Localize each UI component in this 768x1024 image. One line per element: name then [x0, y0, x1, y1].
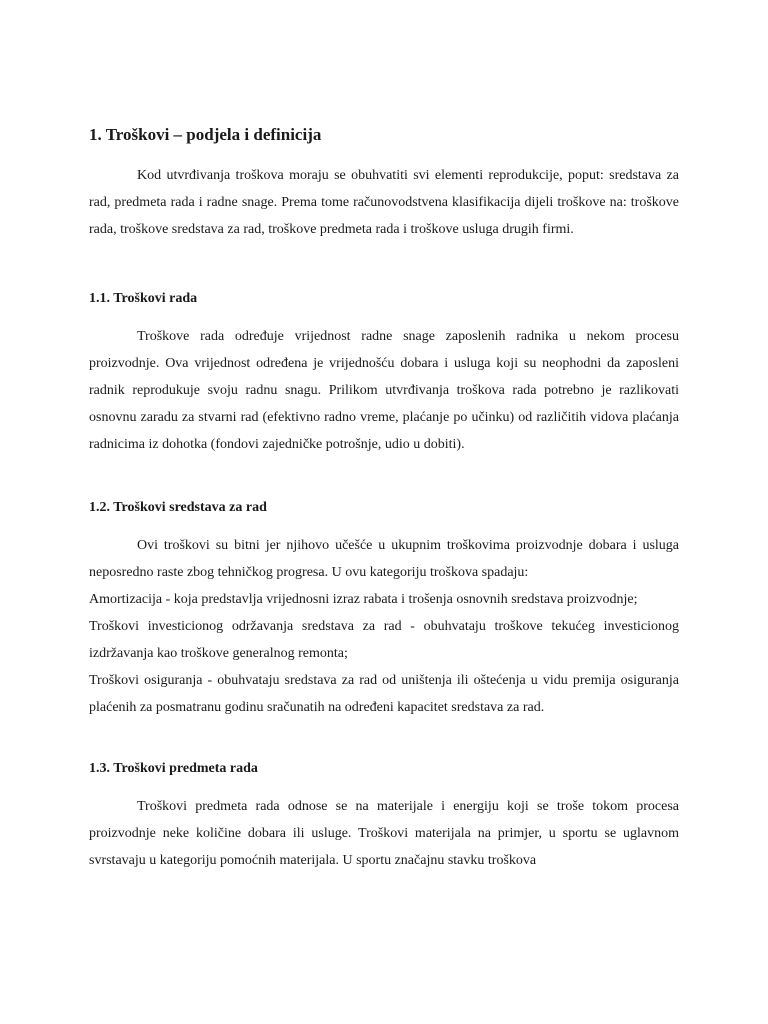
section-troskovi-sredstava: [89, 498, 679, 721]
section-paragraph: Troškove rada određuje vrijednost radne snage zaposlenih radnika u nekom procesu proizvodnje. Ova vrijednost određena je vrijednošću dobara i usluga koji su neophodni da zaposleni radnik reprodukuje svoju radnu snagu. Prilikom utvrđivanja troškova rada potrebno je razlikovati osnovnu zaradu za stvarni rad (efektivno radno vreme, plaćanje po učinku) od različitih vidova plaćanja radnicima iz dohotka (fondovi zajedničke potrošnje, udio u dobiti).: [89, 329, 679, 452]
intro-paragraph: Kod utvrđivanja troškova moraju se obuhvatiti svi elementi reprodukcije, poput: sredstava za rad, predmeta rada i radne snage. Prema tome računovodstvena klasifikacija dijeli troškove na: troškove rada, troškove sredstava za rad, troškove predmeta rada i troškove usluga drugih firmi.: [89, 168, 679, 237]
section-troskovi-rada: [89, 289, 679, 458]
list-paragraph-amortizacija: Amortizacija - koja predstavlja vrijednosni izraz rabata i trošenja osnovnih sredstava proizvodnje;: [89, 592, 638, 607]
section-paragraph: Ovi troškovi su bitni jer njihovo učešće u ukupnim troškovima proizvodnje dobara i usluga neposredno raste zbog tehničkog progresa. U ovu kategoriju troškova spadaju:: [89, 538, 679, 580]
section-main: [89, 124, 679, 243]
section-paragraph: Troškovi predmeta rada odnose se na materijale i energiju koji se troše tokom procesa proizvodnje neke količine dobara ili usluge. Troškovi materijala na primjer, u sportu se uglavnom svrstavaju u kategoriju pomoćnih materijala. U sportu značajnu stavku troškova: [89, 799, 679, 868]
list-paragraph-odrzavanje: Troškovi investicionog održavanja sredstava za rad - obuhvataju troškove tekućeg investicionog izdržavanja kao troškove generalnog remonta;: [89, 619, 679, 661]
section-troskovi-predmeta: [89, 759, 679, 874]
document-title: 1. Troškovi – podjela i definicija: [89, 125, 322, 144]
section-heading: 1.1. Troškovi rada: [89, 291, 198, 306]
section-heading: 1.2. Troškovi sredstava za rad: [89, 500, 267, 515]
list-paragraph-osiguranje: Troškovi osiguranja - obuhvataju sredstava za rad od uništenja ili oštećenja u vidu premija osiguranja plaćenih za posmatranu godinu sračunatih na određeni kapacitet sredstava za rad.: [89, 673, 679, 715]
section-heading: 1.3. Troškovi predmeta rada: [89, 761, 258, 776]
